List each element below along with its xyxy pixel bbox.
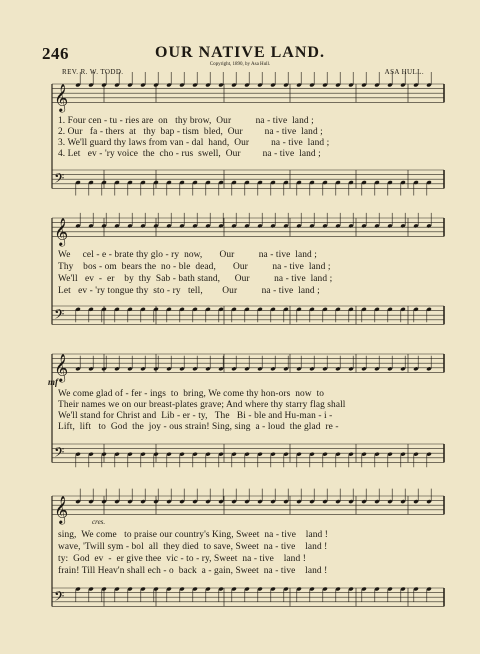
lyric-line: Thy bos - om bears the no - ble dead, Our na - tive land ; <box>58 262 331 272</box>
lyric-line: 2. Our fa - thers at thy bap - tism bled, Our na - tive land ; <box>58 127 323 137</box>
composer-credit: ASA HULL. <box>384 68 424 76</box>
lyric-line: 1. Four cen - tu - ries are on thy brow, Our na - tive land ; <box>58 116 314 126</box>
dynamic-mark: cres. <box>92 518 106 526</box>
treble-clef-icon: 𝄞 <box>54 83 69 112</box>
author-credit: REV. R. W. TODD. <box>62 68 124 76</box>
bass-clef-icon: 𝄢 <box>54 170 65 190</box>
lyric-line: Let ev - 'ry tongue thy sto - ry tell, Our na - tive land ; <box>58 286 320 296</box>
treble-clef-icon: 𝄞 <box>54 495 69 524</box>
lyric-line: Their names we on our breast-plates grave; And where thy starry flag shall <box>58 400 346 410</box>
page-number: 246 <box>42 44 69 63</box>
copyright-notice: Copyright, 1890, by Asa Hull. <box>209 62 271 67</box>
lyric-line: ty: God ev - er give thee vic - to - ry, Sweet na - tive land ! <box>58 554 306 564</box>
lyric-line: We cel - e - brate thy glo - ry now, Our na - tive land ; <box>58 250 317 260</box>
treble-clef-icon: 𝄞 <box>54 353 69 382</box>
lyric-line: 3. We'll guard thy laws from van - dal hand, Our na - tive land ; <box>58 138 330 148</box>
lyric-line: wave, 'Twill sym - bol all they died to save, Sweet na - tive land ! <box>58 542 328 552</box>
dynamic-mark: mf <box>48 377 58 387</box>
bass-clef-icon: 𝄢 <box>54 306 65 326</box>
lyric-line: frain! Till Heav'n shall ech - o back a - gain, Sweet na - tive land ! <box>58 566 328 576</box>
treble-clef-icon: 𝄞 <box>54 217 69 246</box>
lyric-line: We'll ev - er by thy Sab - bath stand, Our na - tive land ; <box>58 274 333 284</box>
lyric-line: We'll stand for Christ and Lib - er - ty, The Bi - ble and Hu-man - i - <box>58 411 333 421</box>
bass-clef-icon: 𝄢 <box>54 588 65 608</box>
lyric-line: Lift, lift to God the joy - ous strain! Sing, sing a - loud the glad re - <box>58 422 339 432</box>
bass-clef-icon: 𝄢 <box>54 444 65 464</box>
hymn-title: OUR NATIVE LAND. <box>155 44 325 61</box>
lyric-line: 4. Let ev - 'ry voice the cho - rus swell, Our na - tive land ; <box>58 149 321 159</box>
lyric-line: We come glad of - fer - ings to bring, We come thy hon-ors now to <box>58 389 325 399</box>
lyric-line: sing, We come to praise our country's King, Sweet na - tive land ! <box>58 530 328 540</box>
